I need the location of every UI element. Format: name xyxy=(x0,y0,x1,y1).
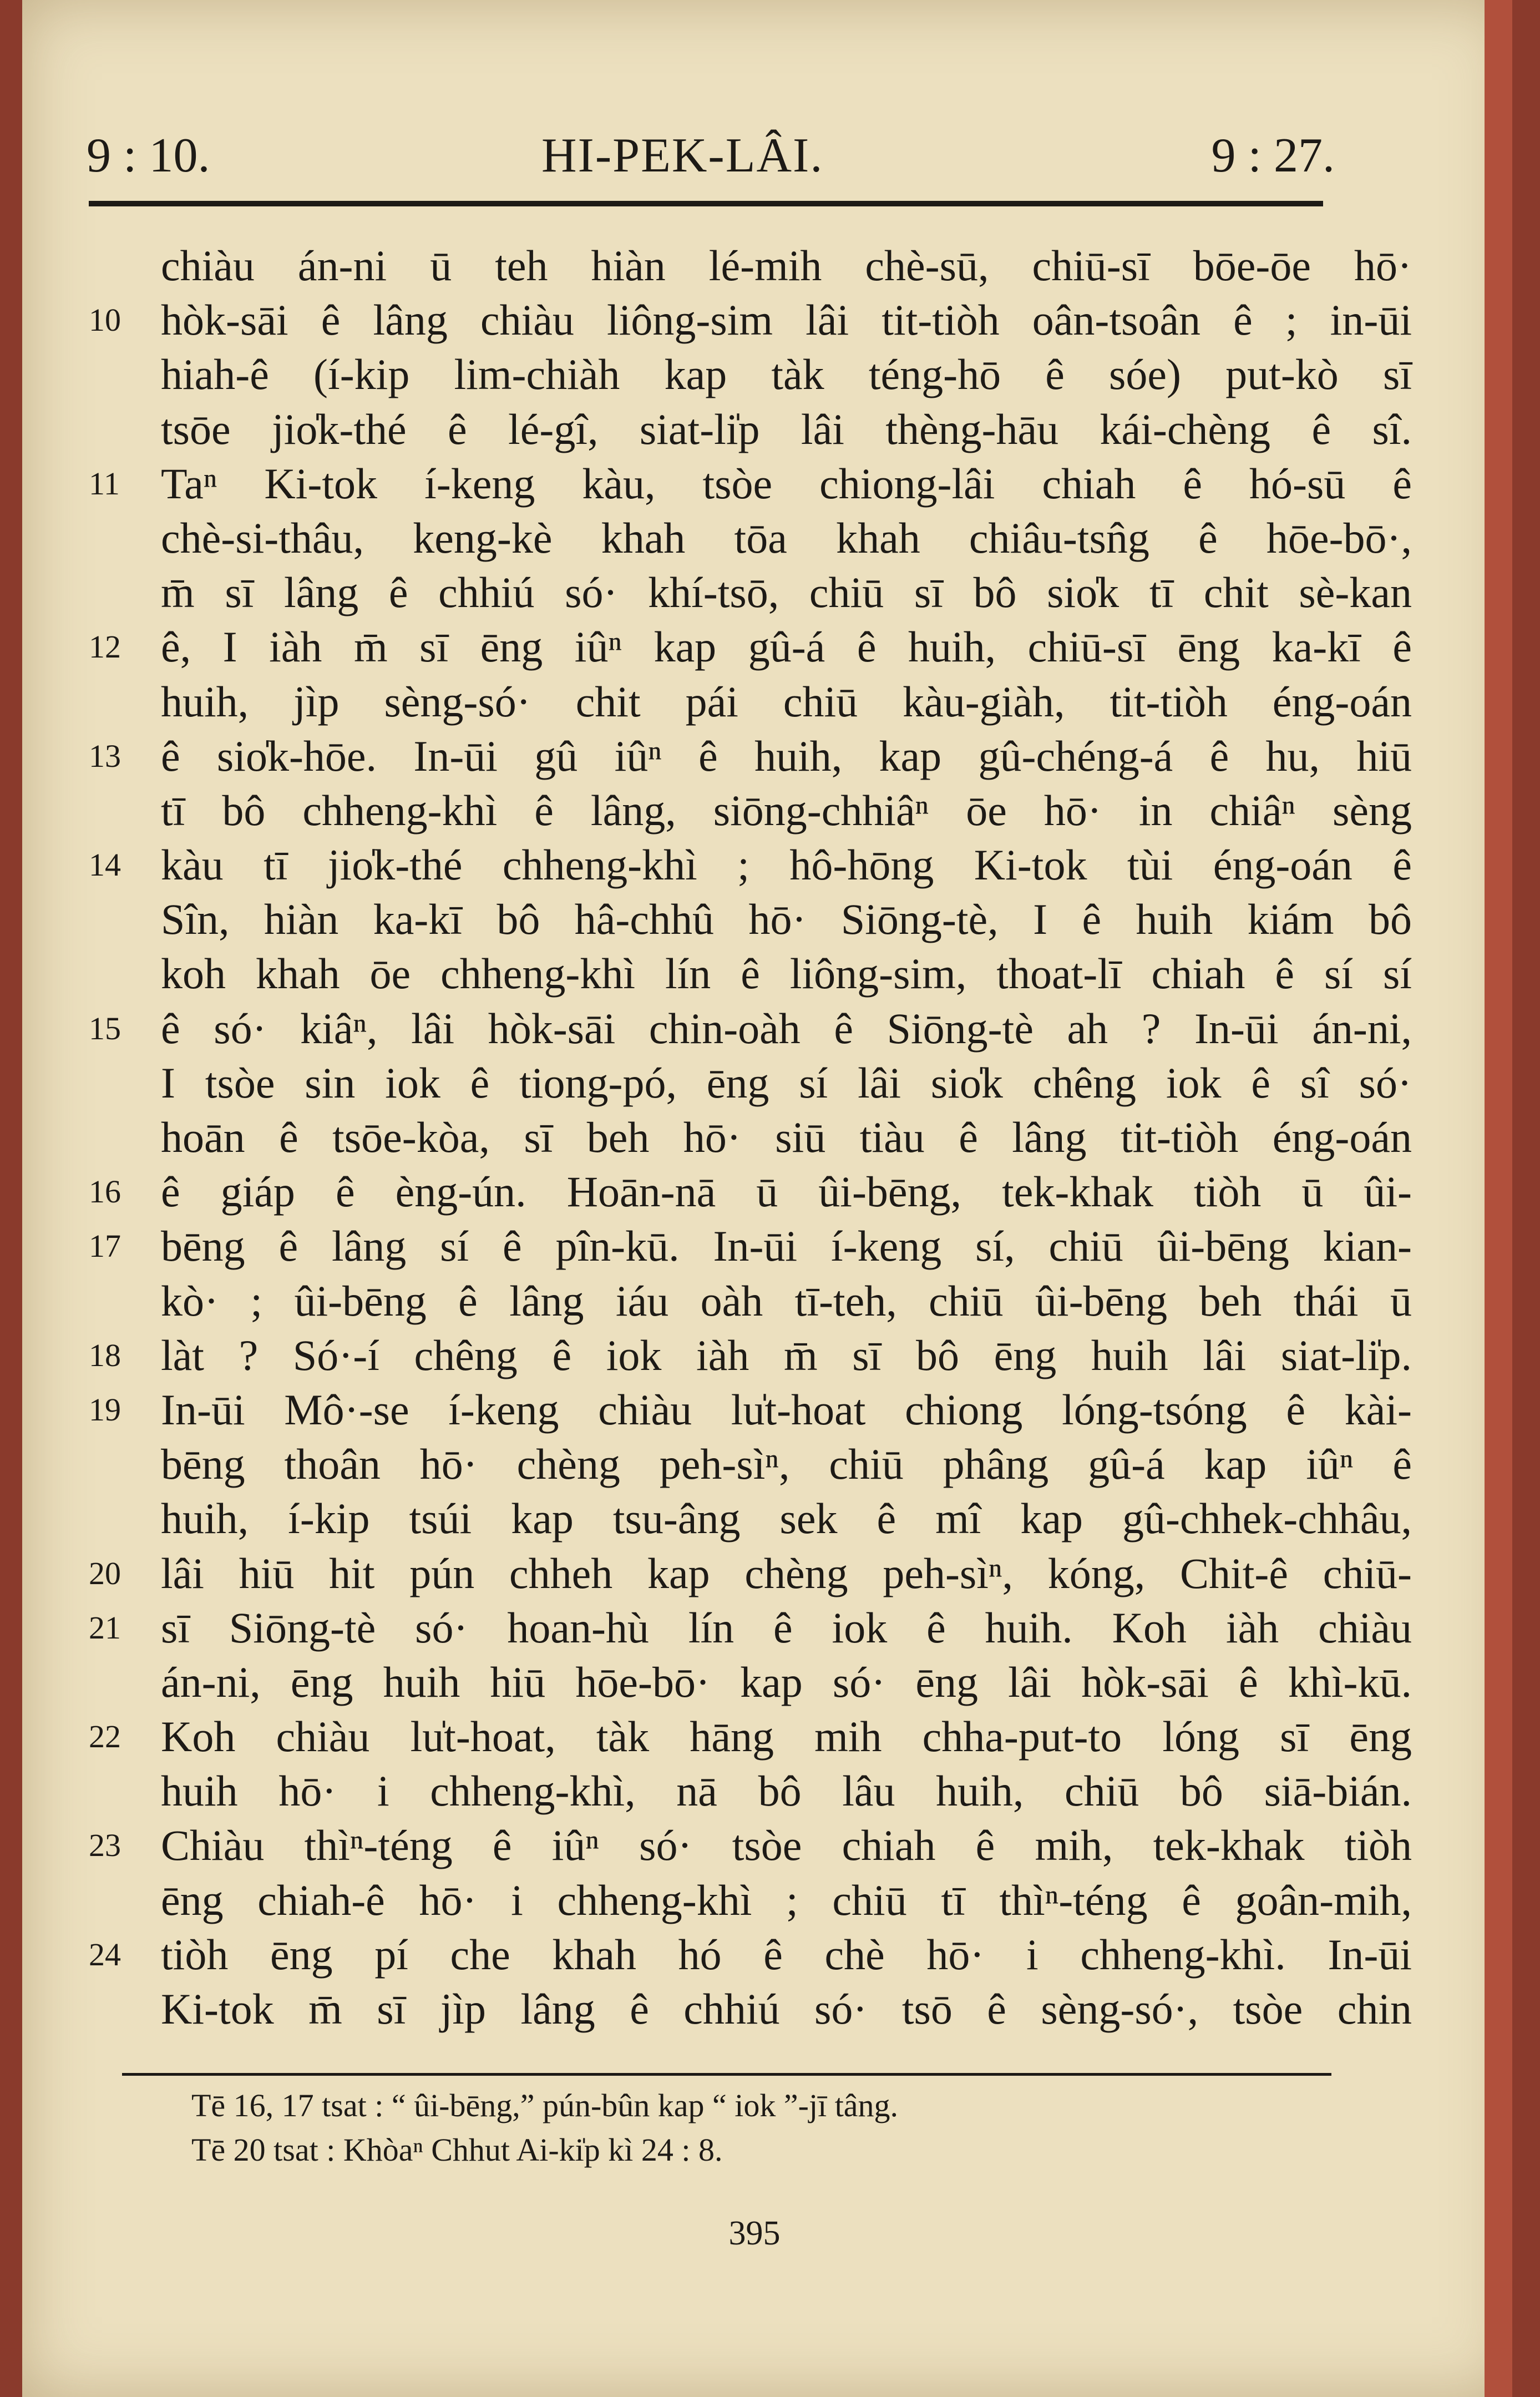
running-head xyxy=(87,128,1335,189)
text-line xyxy=(89,565,1412,620)
text-line xyxy=(89,1928,1412,1982)
verse-number: 10 xyxy=(89,302,121,338)
verse-number: 17 xyxy=(89,1228,121,1265)
text-line xyxy=(89,1002,1412,1056)
text-line xyxy=(89,1546,1412,1601)
text-line xyxy=(89,402,1412,457)
line-text: sī Siōng-tè só· hoan-hù lín ê iok ê huih. Koh iàh chiàu xyxy=(161,1603,1412,1652)
text-line xyxy=(89,1110,1412,1165)
line-text: hoān ê tsōe-kòa, sī beh hō· siū tiàu ê lâng tit-tiòh éng-oán xyxy=(161,1113,1412,1161)
text-line xyxy=(89,1982,1412,2036)
line-text: tsōe jio̍k-thé ê lé-gî, siat-li̍p lâi thèng-hāu kái-chèng ê sî. xyxy=(161,404,1412,453)
line-text: huih, jìp sèng-só· chit pái chiū kàu-giàh, tit-tiòh éng-oán xyxy=(161,677,1412,726)
line-text: Ki-tok m̄ sī jìp lâng ê chhiú só· tsō ê sèng-só·, tsòe chin xyxy=(161,1985,1412,2033)
line-text: kò· ; ûi-bēng ê lâng iáu oàh tī-teh, chiū ûi-bēng beh thái ū xyxy=(161,1276,1412,1325)
line-text: I tsòe sin iok ê tiong-pó, ēng sí lâi sio̍k chêng iok ê sî só· xyxy=(161,1058,1412,1107)
line-text: chiàu án-ni ū teh hiàn lé-mih chè-sū, chiū-sī bōe-ōe hō· xyxy=(161,241,1412,290)
verse-number: 24 xyxy=(89,1936,121,1973)
line-text: ê sio̍k-hōe. In-ūi gû iûⁿ ê huih, kap gû-chéng-á ê hu, hiū xyxy=(161,731,1412,780)
footnote: Tē 20 tsat : Khòaⁿ Chhut Ai-ki̍p kì 24 : 8. xyxy=(191,2132,723,2168)
text-line xyxy=(89,1491,1412,1546)
line-text: kàu tī jio̍k-thé chheng-khì ; hô-hōng Ki-tok tùi éng-oán ê xyxy=(161,841,1412,889)
line-text: koh khah ōe chheng-khì lín ê liông-sim, thoat-lī chiah ê sí sí xyxy=(161,949,1412,998)
line-text: huih hō· i chheng-khì, nā bô lâu huih, chiū bô siā-bián. xyxy=(161,1767,1412,1816)
line-text: làt ? Só·-í chêng ê iok iàh m̄ sī bô ēng huih lâi siat-li̍p. xyxy=(161,1331,1412,1379)
line-text: tiòh ēng pí che khah hó ê chè hō· i chheng-khì. In-ūi xyxy=(161,1930,1412,1979)
line-text: ê, I iàh m̄ sī ēng iûⁿ kap gû-á ê huih, chiū-sī ēng ka-kī ê xyxy=(161,623,1412,671)
running-head-right: 9 : 27. xyxy=(1211,129,1335,183)
text-line xyxy=(89,457,1412,511)
text-line xyxy=(89,1383,1412,1437)
line-text: án-ni, ēng huih hiū hōe-bō· kap só· ēng lâi hòk-sāi ê khì-kū. xyxy=(161,1657,1412,1706)
line-text: bēng thoân hō· chèng peh-sìⁿ, chiū phâng gû-á kap iûⁿ ê xyxy=(161,1440,1412,1489)
verse-number: 15 xyxy=(89,1010,121,1046)
text-line xyxy=(89,1655,1412,1710)
text-line xyxy=(89,1437,1412,1491)
text-line xyxy=(89,293,1412,347)
verse-number: 11 xyxy=(89,465,120,502)
line-text: hòk-sāi ê lâng chiàu liông-sim lâi tit-tiòh oân-tsoân ê ; in-ūi xyxy=(161,296,1412,345)
text-line xyxy=(89,783,1412,838)
footnote-rule xyxy=(122,2073,1331,2076)
line-text: chè-si-thâu, keng-kè khah tōa khah chiâu-tsn̂g ê hōe-bō·, xyxy=(161,513,1412,562)
header-rule xyxy=(89,201,1323,206)
text-line xyxy=(89,347,1412,402)
text-line xyxy=(89,1710,1412,1764)
line-text: Sîn, hiàn ka-kī bô hâ-chhû hō· Siōng-tè, I ê huih kiám bô xyxy=(161,895,1412,944)
text-line xyxy=(89,892,1412,947)
verse-number: 18 xyxy=(89,1337,121,1373)
text-line xyxy=(89,729,1412,783)
line-text: lâi hiū hit pún chheh kap chèng peh-sìⁿ, kóng, Chit-ê chiū- xyxy=(161,1549,1412,1597)
text-line xyxy=(89,1601,1412,1655)
text-line xyxy=(89,1056,1412,1110)
text-line xyxy=(89,239,1412,293)
text-line xyxy=(89,1165,1412,1219)
verse-number: 20 xyxy=(89,1555,121,1591)
verse-number: 22 xyxy=(89,1718,121,1755)
verse-number: 23 xyxy=(89,1827,121,1864)
line-text: ê só· kiâⁿ, lâi hòk-sāi chin-oàh ê Siōng-tè ah ? In-ūi án-ni, xyxy=(161,1004,1412,1053)
line-text: huih, í-kip tsúi kap tsu-âng sek ê mî kap gû-chhek-chhâu, xyxy=(161,1494,1412,1543)
text-line xyxy=(89,1873,1412,1928)
text-line xyxy=(89,1818,1412,1873)
text-line xyxy=(89,620,1412,674)
text-line xyxy=(89,838,1412,892)
running-head-title: HI-PEK-LÂI. xyxy=(541,129,824,183)
page-number: 395 xyxy=(728,2214,781,2252)
verse-number: 21 xyxy=(89,1609,121,1646)
text-line xyxy=(89,1219,1412,1273)
verse-number: 16 xyxy=(89,1174,121,1210)
line-text: hiah-ê (í-kip lim-chiàh kap tàk téng-hō ê sóe) put-kò sī xyxy=(161,350,1412,399)
line-text: Chiàu thìⁿ-téng ê iûⁿ só· tsòe chiah ê mih, tek-khak tiòh xyxy=(161,1821,1412,1870)
footnote: Tē 16, 17 tsat : “ ûi-bēng,” pún-bûn kap “ iok ”-jī tâng. xyxy=(191,2087,899,2123)
line-text: ēng chiah-ê hō· i chheng-khì ; chiū tī thìⁿ-téng ê goân-mih, xyxy=(161,1875,1412,1924)
body-text xyxy=(89,239,1412,2036)
text-line xyxy=(89,1764,1412,1818)
line-text: Koh chiàu lu̍t-hoat, tàk hāng mih chha-put-to lóng sī ēng xyxy=(161,1712,1412,1761)
book-page xyxy=(22,0,1512,2397)
verse-number: 19 xyxy=(89,1391,121,1428)
text-line xyxy=(89,1274,1412,1328)
verse-number: 12 xyxy=(89,629,121,665)
line-text: m̄ sī lâng ê chhiú só· khí-tsō, chiū sī bô sio̍k tī chit sè-kan xyxy=(161,568,1412,617)
verse-number: 14 xyxy=(89,847,121,883)
line-text: In-ūi Mô·-se í-keng chiàu lu̍t-hoat chiong lóng-tsóng ê kài- xyxy=(161,1385,1412,1434)
line-text: Taⁿ Ki-tok í-keng kàu, tsòe chiong-lâi chiah ê hó-sū ê xyxy=(161,459,1412,508)
footnotes xyxy=(191,2084,1301,2172)
line-text: ê giáp ê èng-ún. Hoān-nā ū ûi-bēng, tek-khak tiòh ū ûi- xyxy=(161,1167,1412,1216)
line-text: tī bô chheng-khì ê lâng, siōng-chhiâⁿ ōe hō· in chiâⁿ sèng xyxy=(161,786,1412,835)
text-line xyxy=(89,947,1412,1001)
text-line xyxy=(89,675,1412,729)
line-text: bēng ê lâng sí ê pîn-kū. In-ūi í-keng sí, chiū ûi-bēng kian- xyxy=(161,1222,1412,1271)
text-line xyxy=(89,511,1412,565)
verse-number: 13 xyxy=(89,737,121,774)
running-head-left: 9 : 10. xyxy=(87,129,210,183)
page-edge xyxy=(1485,0,1512,2397)
text-line xyxy=(89,1328,1412,1383)
